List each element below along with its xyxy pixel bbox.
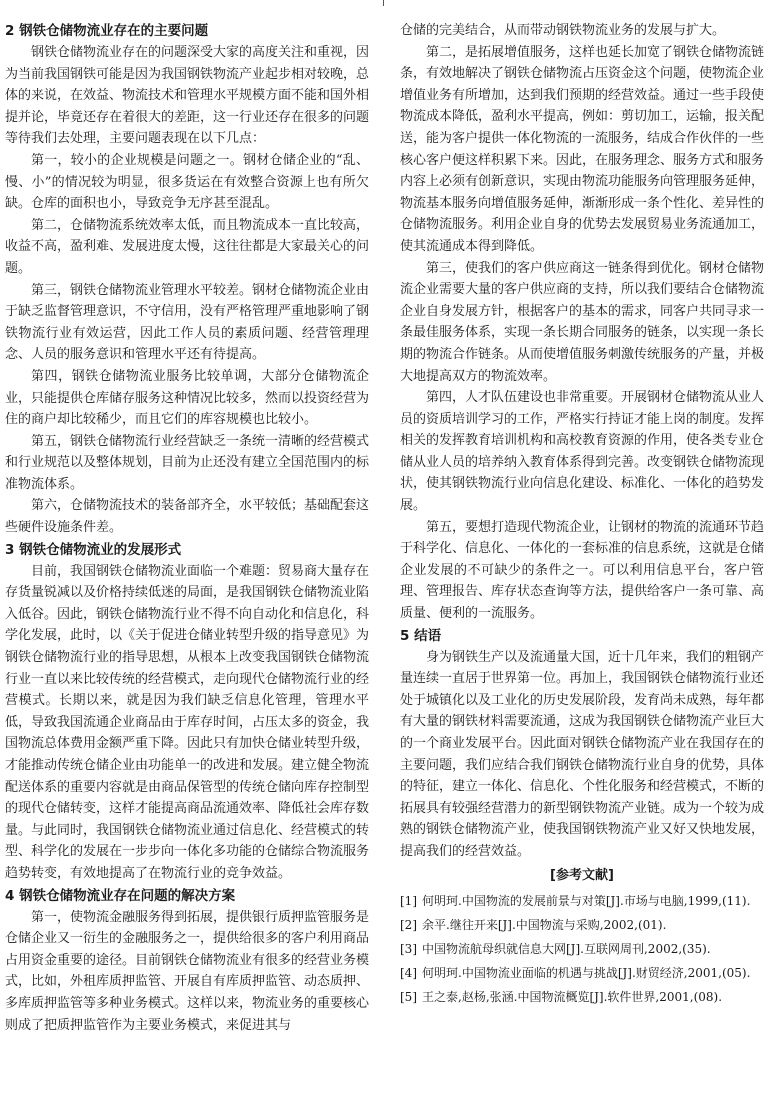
reference-number: [5] <box>400 989 417 1004</box>
reference-item <box>400 939 764 960</box>
reference-text: 何明珂.中国物流的发展前景与对策[J].市场与电脑,1999,(11). <box>422 893 751 908</box>
section-5-title: 5 结语 <box>400 627 442 644</box>
page-header-rule <box>0 0 769 6</box>
reference-number: [4] <box>400 965 417 980</box>
section-2-title: 2 钢铁仓储物流业存在的主要问题 <box>5 23 209 39</box>
section-5-paragraph: 身为钢铁生产以及流通量大国，近十几年来，我们的粗钢产量连续一直居于世界第一位。再加上，我国钢铁仓储物流行业还处于城镇化以及工业化的历史发展阶段，发育尚未成熟，每年都有大量的钢铁材料需要流通，这成为我国钢铁仓储物流产业巨大的一个商业发展平台。因此面对钢铁仓储物流产业在我国存在的主要问题，我们应结合我们钢铁仓储物流行业自身的优势，具体的特征，建立一体化、信息化、个性化服务和经营模式，不断的拓展具有较强经营潜力的新型钢铁物流产业链。成为一个较为成熟的钢铁仓储物流产业，使我国钢铁物流产业又好又快地发展，提高我们的经营效益。 <box>400 649 765 859</box>
reference-number: [3] <box>400 941 417 956</box>
section-2-point-6: 第六，仓储物流技术的装备部齐全，水平较低；基础配套这些硬件设施条件差。 <box>5 498 370 536</box>
section-2-point-2: 第二，仓储物流系统效率太低，而且物流成本一直比较高，收益不高，盈利难、发展进度太慢，这往往都是大家最关心的问题。 <box>5 217 370 276</box>
reference-item <box>400 915 764 936</box>
reference-text: 中国物流航母织就信息大网[J].互联网周刊,2002,(35). <box>422 941 711 956</box>
section-2-point-3: 第三，钢铁仓储物流业管理水平较差。钢材仓储物流企业由于缺乏监督管理意识，不守信用，没有严格管理严重地影响了钢铁物流行业有效运营，因此工作人员的素质问题、经营管理理念、人员的服务意识和管理水平还有待提高。 <box>5 282 370 363</box>
reference-number: [2] <box>400 917 417 932</box>
reference-text: 何明珂.中国物流业面临的机遇与挑战[J].财贸经济,2001,(05). <box>422 965 751 980</box>
reference-item <box>400 891 764 912</box>
left-column <box>5 20 369 1036</box>
right-column <box>400 20 764 1011</box>
section-2-point-1: 第一，较小的企业规模是问题之一。钢材仓储企业的“乱、慢、小”的情况较为明显，很多货运在有效整合资源上也有所欠缺。仓库的面积也小，导致竞争无序甚至混乱。 <box>5 152 369 212</box>
section-4-point-1-continued: 仓储的完美结合，从而带动钢铁物流业务的发展与扩大。 <box>400 23 726 38</box>
reference-number: [1] <box>400 893 417 908</box>
reference-text: 余平.继往开来[J].中国物流与采购,2002,(01). <box>422 917 667 932</box>
section-2-point-5: 第五，钢铁仓储物流行业经营缺乏一条统一清晰的经营模式和行业规范以及整体规划，目前为止还没有建立全国范围内的标准物流体系。 <box>5 433 370 492</box>
section-2-intro: 钢铁仓储物流业存在的问题深受大家的高度关注和重视，因为当前我国钢铁可能是因为我国钢铁物流产业起步相对较晚，总体的来说，在效益、物流技术和管理水平规模方面不能和国外相提并论，毕竟还存在着很大的差距，这一行业还存在很多的问题等待我们去处理，主要问题表现在以下几点： <box>5 45 370 147</box>
section-4-title: 4 钢铁仓储物流业存在问题的解决方案 <box>5 887 236 904</box>
section-4-point-5: 第五，要想打造现代物流企业，让钢材的物流的流通环节趋于科学化、信息化、一体化的一套标准的信息系统，这就是仓储企业发展的不可缺少的条件之一。可以利用信息平台，客户管理、管理报告、库存状态查询等方法，提供给客户一条可靠、高质量、便利的一流服务。 <box>400 519 765 622</box>
references-list <box>400 891 764 1008</box>
section-4-point-3: 第三，使我们的客户供应商这一链条得到优化。钢材仓储物流企业需要大量的客户供应商的支持，所以我们要结合仓储物流企业自身发展方针，根据客户的基本的需求，同客户共同寻求一条最佳服务体系，实现一条长期合同服务的链条，以实现一条长期的物流合作链条。从而使增值服务刺激传统服务的产量，并极大地提高双方的物流效率。 <box>400 260 765 384</box>
section-4-point-1: 第一，使物流金融服务得到拓展，提供银行质押监管服务是仓储企业又一衍生的金融服务之一，提供给很多的客户利用商品占用资金重要的途径。目前钢铁仓储物流业有很多的经营业务模式，比如，外租库质押监管、开展自有库质押监管、动态质押、多库质押监管等多种业务模式。这样以来，物流业务的重要核心则成了把质押监管作为主要业务模式，来促进其与 <box>5 909 370 1033</box>
section-3-title: 3 钢铁仓储物流业的发展形式 <box>5 541 182 558</box>
section-2-point-4: 第四，钢铁仓储物流业服务比较单调，大部分仓储物流企业，只能提供仓库储存服务这种情况比较多，然而以投资经营为住的商户却比较稀少，而且它们的库容规模也比较小。 <box>5 368 370 428</box>
section-3-paragraph: 目前，我国钢铁仓储物流业面临一个难题：贸易商大量存在存货量锐减以及价格持续低迷的局面，是我国钢铁仓储物流业陷入低谷。因此，钢铁仓储物流行业不得不向自动化和信息化，科学化发展，此时，以《关于促进仓储业转型升级的指导意见》为钢铁仓储物流行业的指导思想，从根本上改变我国钢铁仓储物流行业一直以来比较传统的经营模式，走向现代仓储物流行业的经营模式。长期以来，就是因为我们缺乏信息化管理，管理水平低，导致我国流通企业商品由于库存时间，占压太多的资金，我国物流总体费用金额严重下降。因此只有加快仓储业转型升级，才能推动传统仓储企业由功能单一的改进和发展。建立健全物流配送体系的重要内容就是由商品保管型的传统仓储向库存控制型的现代仓储转变，这样才能提高商品流通效率、降低社会库存数量。与此同时，我国钢铁仓储物流业通过信息化、经营模式的转型、科学化的发展在一步步向一体化多功能的仓储综合物流服务趋势转变，有效地提高了在物流行业的竞争效益。 <box>5 563 370 881</box>
section-4-point-2: 第二，是拓展增值服务，这样也延长加宽了钢铁仓储物流链条，有效地解决了钢铁仓储物流占压资金这个问题，使物流企业增值业务有所增加，达到我们预期的经营效益。通过一些手段使物流成本降低，盈利水平提高，例如：剪切加工，运输，报关配送，能为客户提供一体化物流的一流服务，结成合作伙伴的一些核心客户便这样积累下来。因此，在服务理念、服务方式和服务内容上必须有创新意识，实现由物流功能服务向管理服务延伸，物流基本服务向增值服务延伸，渐渐形成一条个性化、差异性的仓储物流服务。利用企业自身的优势去发展贸易业务流通加工，使其流通成本得到降低。 <box>400 44 765 254</box>
reference-text: 王之泰,赵杨,张涵.中国物流概览[J].软件世界,2001,(08). <box>422 989 723 1004</box>
reference-item <box>400 987 764 1008</box>
references-title: [参考文献] <box>550 867 614 883</box>
reference-item <box>400 963 764 984</box>
section-4-point-4: 第四，人才队伍建设也非常重要。开展钢材仓储物流从业人员的资质培训学习的工作，严格实行持证才能上岗的制度。发挥相关的发挥教育培训机构和高校教育资源的作用，使各类专业仓储从业人员的培养纳入教育体系得到完善。改变钢铁仓储物流现状，使其钢铁物流行业向信息化建设、标准化、一体化的趋势发展。 <box>400 390 765 514</box>
column-divider-tick <box>383 0 384 6</box>
